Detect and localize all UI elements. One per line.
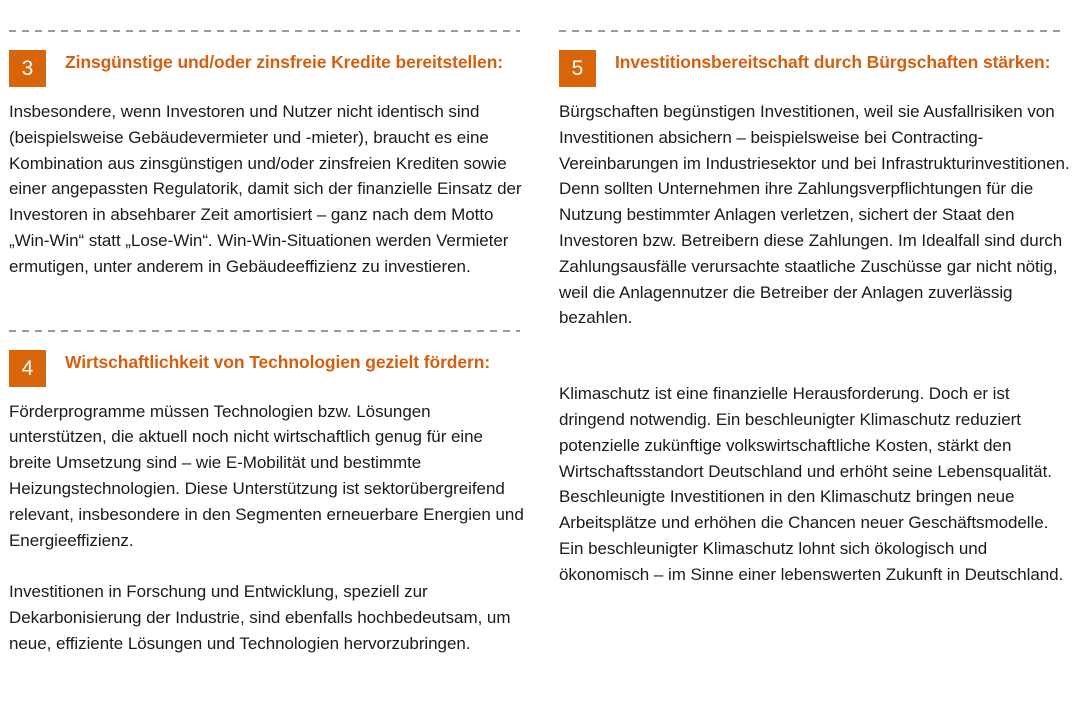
left-column	[0, 0, 524, 725]
section-5-paragraph-1: Bürgschaften begünstigen Investitionen, weil sie Ausfallrisiken von Investitionen absichern – beispielsweise bei Contracting-Vereinbarungen im Industriesektor und bei Infrastrukturinvestitionen. Denn sollten Unternehmen ihre Zahlungsverpflichtungen für die Nutzung bestimmter Anlagen verletzen, sichert der Staat den Investoren bzw. Betreibern diese Zahlungen. Im Idealfall sind durch Zahlungsausfälle verursachte staatliche Zuschüsse gar nicht nötig, weil die Anlagennutzer die Betreiber der Anlagen zuverlässig bezahlen.	[559, 102, 1070, 328]
section-4-paragraph-1: Förderprogramme müssen Technologien bzw. Lösungen unterstützen, die aktuell noch nicht wirtschaftlich genug für eine breite Umsetzung sind – wie E-Mobilität und bestimmte Heizungstechnologien. Diese Unterstützung ist sektorübergreifend relevant, insbesondere in den Segmenten erneuerbare Energien und Energieeffizienz.	[9, 401, 524, 550]
section-4-paragraph-2: Investitionen in Forschung und Entwicklung, speziell zur Dekarbonisierung der Industrie, sind ebenfalls hochbedeutsam, um neue, effiziente Lösungen und Technologien hervorzubringen.	[9, 582, 511, 653]
section-3-paragraph-1: Insbesondere, wenn Investoren und Nutzer nicht identisch sind (beispielsweise Gebäudevermieter und -mieter), braucht es eine Kombination aus zinsgünstigen und/oder zinsfreien Krediten sowie einer angepassten Regulatorik, damit sich der finanzielle Einsatz der Investoren in absehbarer Zeit amortisiert – ganz nach dem Motto „Win-Win“ statt „Lose-Win“. Win-Win-Situationen werden Vermieter ermutigen, unter anderem in Gebäudeeffizienz zu investieren.	[9, 102, 522, 276]
section-number-badge-4: 4	[9, 350, 46, 387]
right-column	[549, 0, 1073, 725]
top-spacer-right	[549, 0, 1073, 30]
section-title-5: Investitionsbereitschaft durch Bürgschaften stärken:	[615, 52, 1051, 72]
top-spacer	[0, 0, 524, 30]
section-number-badge-5: 5	[559, 50, 596, 87]
section-title-3: Zinsgünstige und/oder zinsfreie Kredite bereitstellen:	[65, 52, 504, 72]
section-heading-3	[9, 50, 524, 87]
section-title-4: Wirtschaftlichkeit von Technologien gezielt fördern:	[65, 351, 491, 372]
section-number-badge-3: 3	[9, 50, 46, 87]
section-heading-5	[559, 50, 1073, 87]
closing-paragraph-1: Klimaschutz ist eine finanzielle Herausforderung. Doch er ist dringend notwendig. Ein beschleunigter Klimaschutz reduziert potenzielle zukünftige volkswirtschaftliche Kosten, stärkt den Wirtschaftsstandort Deutschland und erhöht seine Lebensqualität. Beschleunigte Investitionen in den Klimaschutz bringen neue Arbeitsplätze und erhöhen die Chancen neuer Geschäftsmodelle. Ein beschleunigter Klimaschutz lohnt sich ökologisch und ökonomisch – im Sinne einer lebenswerten Zukunft in Deutschland.	[559, 384, 1064, 584]
section-heading-4	[9, 350, 524, 387]
